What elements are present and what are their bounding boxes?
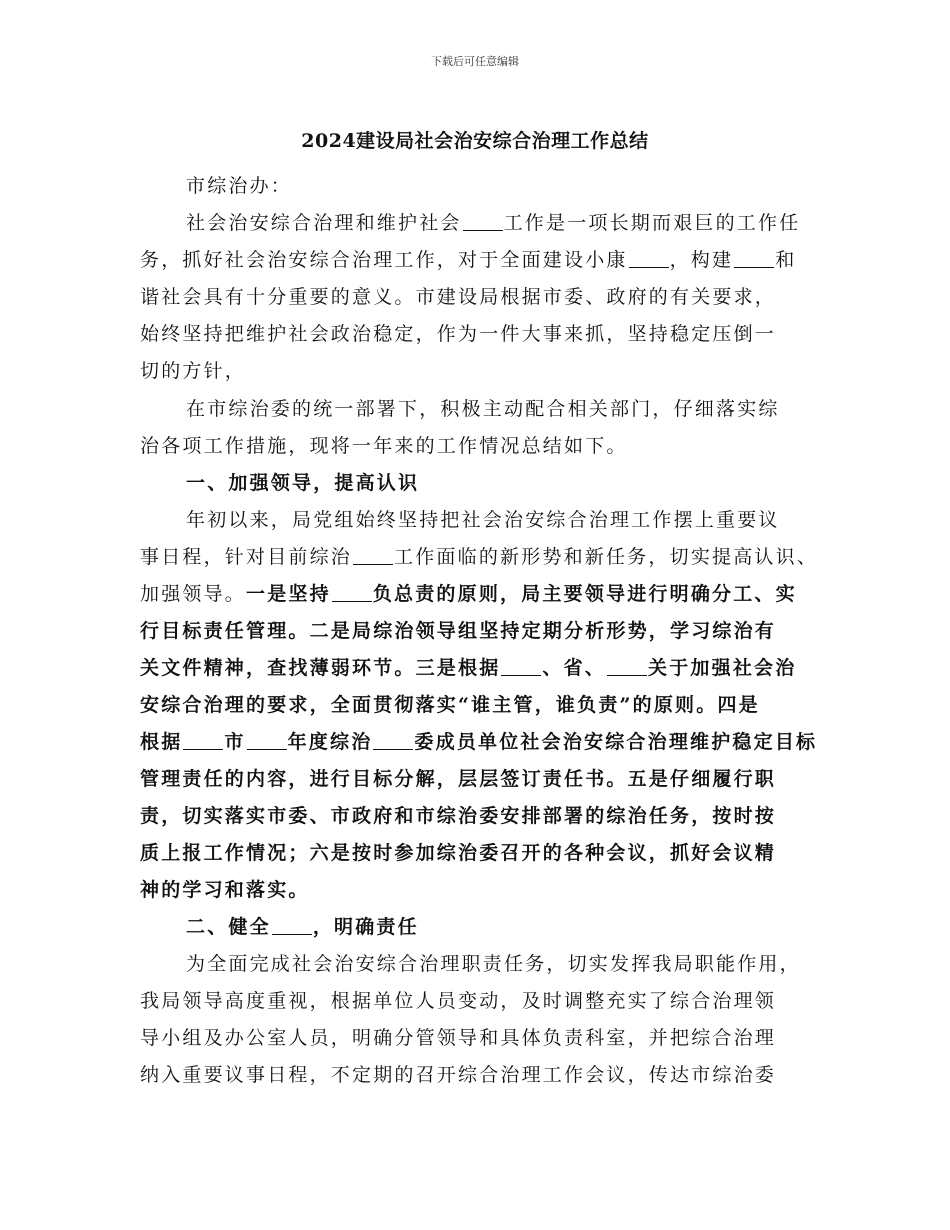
blank-underline — [332, 583, 372, 602]
header-note: 下载后可任意编辑 — [431, 55, 519, 68]
paragraph-line: 导小组及办公室人员，明确分管领导和具体负责科室，并把综合治理 — [140, 1027, 777, 1049]
paragraph-line: 关文件精神，查找薄弱环节。三是根据 、省、 关于加强社会治 — [140, 657, 797, 679]
paragraph-line: 社会治安综合治理和维护社会 工作是一项长期而艰巨的工作任 — [186, 212, 801, 234]
blank-underline — [183, 731, 223, 750]
paragraph-line: 根据 市 年度综治 委成员单位社会治安综合治理维护稳定目标 — [140, 731, 818, 753]
blank-underline — [373, 731, 413, 750]
paragraph-line: 事日程，针对目前综治 工作面临的新形势和新任务，切实提高认识、 — [140, 546, 819, 568]
blank-underline — [501, 657, 541, 676]
paragraph-line: 为全面完成社会治安综合治理职责任务，切实发挥我局职能作用， — [186, 953, 801, 975]
paragraph-line: 务，抓好社会治安综合治理工作，对于全面建设小康 ，构建 和 — [140, 249, 797, 271]
paragraph-line: 治各项工作措施，现将一年来的工作情况总结如下。 — [140, 435, 628, 457]
document-title: 2024建设局社会治安综合治理工作总结 — [301, 130, 649, 152]
paragraph-line: 管理责任的内容，进行目标分解，层层签订责任书。五是仔细履行职 — [140, 768, 777, 790]
blank-underline — [607, 657, 647, 676]
blank-underline — [629, 249, 669, 268]
paragraph-line: 加强领导。一是坚持 负总责的原则，局主要领导进行明确分工、实 — [140, 583, 797, 605]
blank-underline — [272, 916, 312, 935]
paragraph-line: 我局领导高度重视，根据单位人员变动，及时调整充实了综合治理领 — [140, 990, 777, 1012]
blank-underline — [734, 249, 774, 268]
paragraph-line: 纳入重要议事日程，不定期的召开综合治理工作会议，传达市综治委 — [140, 1064, 777, 1086]
blank-underline — [247, 731, 287, 750]
paragraph-line: 年初以来，局党组始终坚持把社会治安综合治理工作摆上重要议 — [186, 509, 780, 531]
paragraph-line: 行目标责任管理。二是局综治领导组坚持定期分析形势，学习综治有 — [140, 620, 777, 642]
paragraph-line: 切的方针， — [140, 360, 247, 382]
paragraph-line: 责，切实落实市委、市政府和市综治委安排部署的综治任务，按时按 — [140, 805, 777, 827]
paragraph-line: 谐社会具有十分重要的意义。市建设局根据市委、政府的有关要求， — [140, 286, 777, 308]
section-heading-2: 二、健全 ，明确责任 — [186, 916, 419, 938]
blank-underline — [353, 546, 393, 565]
section-heading-1: 一、加强领导，提高认识 — [186, 472, 420, 494]
paragraph-line: 安综合治理的要求，全面贯彻落实“谁主管，谁负责”的原则。四是 — [140, 694, 760, 716]
paragraph-line: 始终坚持把维护社会政治稳定，作为一件大事来抓，坚持稳定压倒一 — [140, 323, 777, 345]
blank-underline — [463, 212, 503, 231]
salutation: 市综治办： — [186, 175, 293, 197]
paragraph-line: 质上报工作情况；六是按时参加综治委召开的各种会议，抓好会议精 — [140, 842, 777, 864]
paragraph-line: 神的学习和落实。 — [140, 879, 310, 901]
paragraph-line: 在市综治委的统一部署下，积极主动配合相关部门，仔细落实综 — [186, 398, 780, 420]
